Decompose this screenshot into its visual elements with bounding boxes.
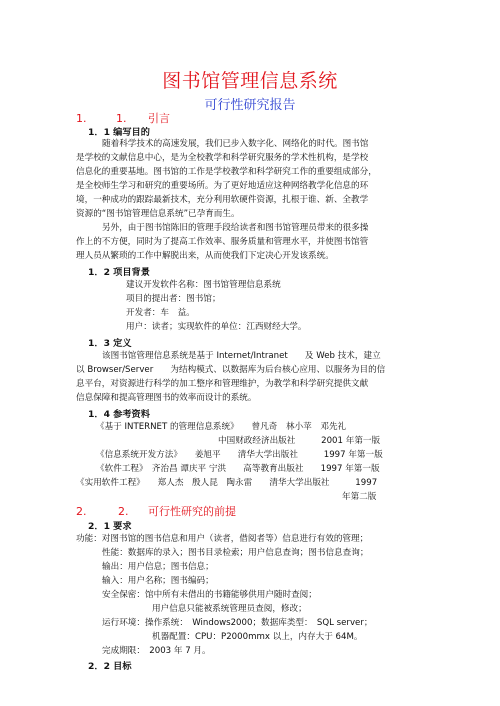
req-environment: 运行环境：操作系统： Windows2000；数据库类型： SQL server； — [102, 618, 373, 628]
heading-2-1: 2．1 要求 — [88, 521, 132, 532]
reference-1-publisher: 中国财政经济出版社 2001 年第一版 — [218, 436, 381, 446]
heading-1-2: 1．2 项目背景 — [88, 267, 150, 278]
section-2-subnumber: 2. — [118, 505, 129, 518]
para-1-1-line-5: 境，一种成功的跟踪最新技术，充分利用软硬件资源，扎根于谁、新、全教学 — [76, 195, 369, 205]
req-output: 输出：用户信息；图书信息； — [102, 562, 214, 572]
para-1-2-line-4: 用户：读者；实现软件的单位：江西财经大学。 — [126, 322, 307, 332]
section-2-heading — [76, 503, 236, 519]
section-1-number: 1. — [76, 112, 87, 125]
reference-3: 《软件工程》 齐治昌 谭庆平 宁洪 高等教育出版社 1997 年第一版 — [96, 464, 380, 474]
para-1-3-line-4: 信息保障和提高管理图书的效率而设计的系统。 — [76, 393, 257, 403]
req-input: 输入：用户名称；图书编码； — [102, 576, 214, 586]
para-1-1-line-6: 资源的“图书馆管理信息系统”已孕育而生。 — [76, 209, 240, 219]
heading-2-2: 2．2 目标 — [88, 661, 132, 672]
para-1-1-line-7: 另外，由于图书馆陈旧的管理手段给读者和图书馆管理员带来的很多操 — [102, 223, 369, 233]
para-1-1-line-4: 是全校师生学习和研究的重要场所。为了更好地适应这种网络教学化信息的环 — [76, 181, 369, 191]
reference-4: 《实用软件工程》 郑人杰 殷人昆 陶永雷 清华大学出版社 1997 — [76, 478, 378, 488]
heading-1-1: 1．1 编写目的 — [88, 127, 150, 138]
para-1-1-line-9: 理人员从繁琐的工作中解脱出来，从而使我们下定决心开发该系统。 — [76, 251, 334, 261]
reference-1: 《基于 INTERNET 的管理信息系统》 曾凡奇 林小苹 邓先礼 — [96, 422, 347, 432]
section-2-title: 可行性研究的前提 — [148, 505, 236, 518]
para-1-3-line-2: 以 Browser/Server 为结构模式、以数据库为后台核心应用、以服务为目的信 — [76, 365, 386, 375]
heading-1-3: 1．3 定义 — [88, 338, 132, 349]
para-1-2-line-3: 开发者：车 益。 — [126, 308, 195, 318]
para-1-2-line-2: 项目的提出者：图书馆； — [126, 294, 221, 304]
req-security: 安全保密：馆中所有未借出的书籍能够供用户随时查阅； — [102, 590, 317, 600]
req-performance: 性能：数据库的录入；图书目录检索；用户信息查询；图书信息查询； — [102, 548, 369, 558]
heading-1-4: 1．4 参考资料 — [88, 409, 150, 420]
req-machine: 机器配置：CPU：P2000mmx 以上，内存大于 64M。 — [152, 632, 363, 642]
req-security-cont: 用户信息只能被系统管理员查阅，修改； — [152, 604, 307, 614]
para-1-1-line-1: 随着科学技术的高速发展，我们已步入数字化、网络化的时代。图书馆 — [102, 139, 369, 149]
section-2-number: 2. — [76, 505, 87, 518]
req-deadline: 完成期限： 2003 年 7 月。 — [102, 646, 211, 656]
para-1-2-line-1: 建议开发软件名称：图书馆管理信息系统 — [126, 280, 281, 290]
section-1-title: 引言 — [148, 112, 170, 125]
doc-title: 图书馆管理信息系统 — [162, 70, 338, 92]
para-1-1-line-8: 作上的不方便，同时为了提高工作效率、服务质量和管理水平，并使图书馆管 — [76, 237, 369, 247]
section-1-subnumber: 1. — [116, 112, 127, 125]
reference-2: 《信息系统开发方法》 姜旭平 清华大学出版社 1997 年第一版 — [96, 450, 383, 460]
para-1-3-line-1: 该图书馆管理信息系统是基于 Internet/Intranet 及 Web 技术，建立 — [102, 351, 381, 361]
reference-4-edition: 年第二版 — [342, 492, 377, 502]
para-1-1-line-2: 是学校的文献信息中心，是为全校教学和科学研究服务的学术性机构，是学校 — [76, 153, 369, 163]
para-1-3-line-3: 息平台，对资源进行科学的加工整序和管理维护，为教学和科学研究提供文献 — [76, 379, 369, 389]
para-1-1-line-3: 信息化的重要基地。图书馆的工作是学校教学和科学研究工作的重要组成部分， — [76, 167, 377, 177]
doc-subtitle: 可行性研究报告 — [204, 98, 296, 113]
req-function: 功能：对图书馆的图书信息和用户（读者，借阅者等）信息进行有效的管理； — [76, 534, 369, 544]
